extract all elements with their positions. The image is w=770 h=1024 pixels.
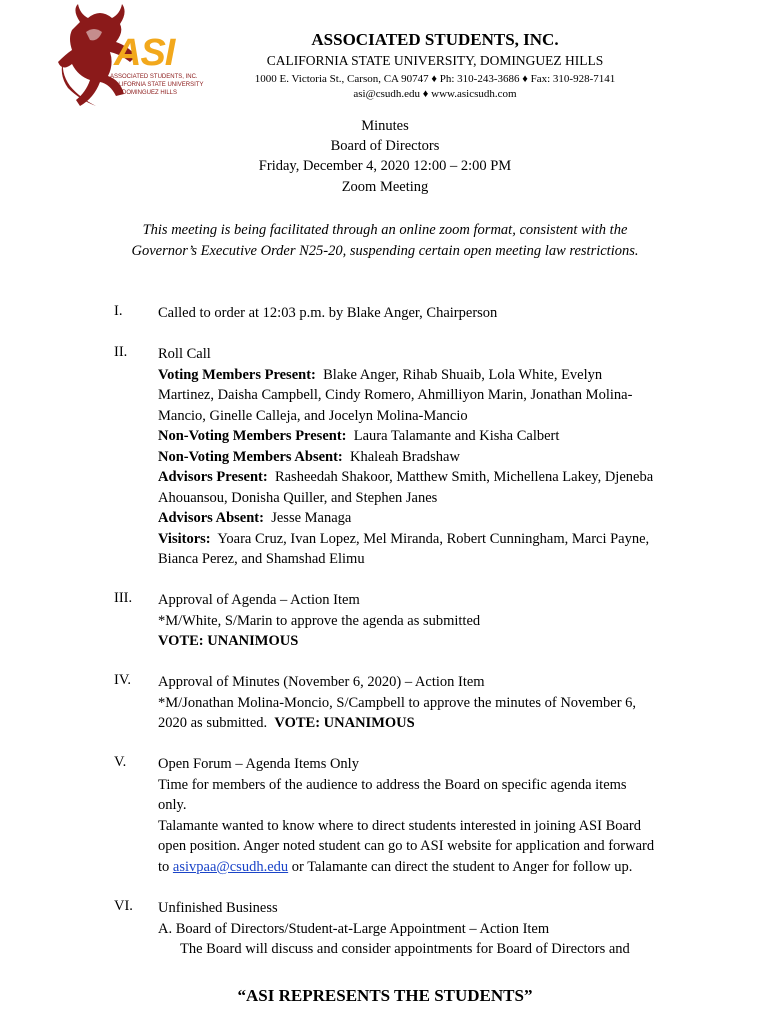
nonvoting-present-label: Non-Voting Members Present — [158, 428, 342, 444]
item-number: IV. — [114, 672, 132, 688]
minutes-heading: Approval of Minutes (November 6, 2020) – Action Item — [158, 674, 485, 690]
zoom-note-line-1: This meeting is being facilitated through an online zoom format, consistent with the — [142, 222, 628, 238]
item-roll-call: Roll Call Voting Members Present: Blake Anger, Rihab Shuaib, Lola White, Evelyn Martinez, Daisha Campbell, Cindy Romero, Ahmilliyon Marin, Jonathan Molina- Mancio, Ginelle Calleja, and Jocelyn Molina-Mancio Non-Voting Members Present: Laura Talamante and Kisha Calbert Non-Voting Members Absent: Khaleah Bradshaw Advisors Present: Rasheedah Shakoor, Matthew Smith, Michellena Lakey, Djeneba Ahouansou, Donisha Quiller, and Stephen Janes Advisors Absent: Jesse Managa Visitors: Yoara Cruz, Ivan Lopez, Mel Miranda, Robert Cunningham, Marci Payne, Bianca Perez, and Shamshad Elimu — [158, 344, 698, 570]
nonvoting-absent-label: Non-Voting Members Absent — [158, 448, 338, 465]
advisors-present-label: Advisors Present — [158, 469, 263, 485]
voting-present-names: Blake Anger, Rihab Shuaib, Lola White, Evelyn — [323, 366, 603, 383]
org-address: 1000 E. Victoria St., Carson, CA 90747 ♦ Ph: 310-243-3686 ♦ Fax: 310-928-7141 — [254, 73, 616, 85]
nonvoting-absent-names: Khaleah Bradshaw — [350, 448, 460, 465]
logo-subtext-2: CALIFORNIA STATE UNIVERSITY — [110, 82, 204, 88]
agenda-motion: *M/White, S/Marin to approve the agenda as submitted — [158, 612, 481, 629]
item-approval-minutes — [158, 672, 698, 734]
logo-wordmark: ASI — [114, 32, 175, 74]
unfinished-sub-a: A. Board of Directors/Student-at-Large Appointment – Action Item — [158, 920, 550, 937]
zoom-note-line-2: Governor’s Executive Order N25-20, suspending certain open meeting law restrictions. — [131, 243, 639, 259]
nonvoting-present-names: Laura Talamante and Kisha Calbert — [353, 428, 560, 444]
item-open-forum — [158, 754, 698, 877]
university-name: CALIFORNIA STATE UNIVERSITY, DOMINGUEZ HILLS — [266, 53, 604, 68]
item-unfinished-business — [158, 898, 698, 960]
meeting-location: Zoom Meeting — [341, 179, 429, 195]
advisors-absent-label: Advisors Absent — [158, 510, 260, 526]
logo-subtext-1: ASSOCIATED STUDENTS, INC. — [110, 74, 198, 80]
agenda-vote: VOTE: UNANIMOUS — [158, 633, 299, 649]
item-approval-agenda — [158, 590, 698, 652]
forum-discussion-to: to — [158, 858, 170, 875]
zoom-note — [100, 220, 670, 262]
minutes-motion-cont: 2020 as submitted. — [158, 715, 268, 731]
org-title: ASSOCIATED STUDENTS, INC. — [311, 30, 559, 49]
forum-description: Time for members of the audience to address the Board on specific agenda items — [158, 776, 627, 793]
forum-discussion-end: or Talamante can direct the student to Anger for follow up. — [291, 858, 633, 875]
roll-call-heading: Roll Call — [158, 346, 211, 362]
forum-description-cont: only. — [158, 797, 187, 813]
advisors-absent-names: Jesse Managa — [271, 510, 352, 526]
doc-type: Minutes — [361, 118, 409, 134]
meeting-body: Board of Directors — [330, 138, 440, 154]
visitors-label: Visitors — [158, 530, 206, 547]
item-number: VI. — [114, 898, 133, 914]
org-contact: asi@csudh.edu ♦ www.asicsudh.com — [353, 88, 517, 100]
forum-discussion: Talamante wanted to know where to direct students interested in joining ASI Board — [158, 817, 642, 834]
advisors-present-names-cont: Ahouansou, Donisha Quiller, and Stephen Janes — [158, 489, 438, 506]
forum-discussion-cont: open position. Anger noted student can go to ASI website for application and forward — [158, 838, 655, 854]
voting-present-names-cont: Martinez, Daisha Campbell, Cindy Romero, Ahmilliyon Marin, Jonathan Molina- — [158, 387, 633, 403]
voting-present-label: Voting Members Present — [158, 366, 312, 383]
item-call-to-order: Called to order at 12:03 p.m. by Blake Anger, Chairperson — [158, 305, 498, 321]
email-link[interactable]: asivpaa@csudh.edu — [172, 858, 289, 875]
unfinished-heading: Unfinished Business — [158, 900, 278, 916]
item-number: III. — [114, 590, 133, 606]
minutes-vote: VOTE: UNANIMOUS — [274, 715, 415, 731]
advisors-present-names: Rasheedah Shakoor, Matthew Smith, Michellena Lakey, Djeneba — [274, 469, 654, 485]
visitors-names-cont: Bianca Perez, and Shamshad Elimu — [158, 551, 365, 567]
logo-subtext-3: DOMINGUEZ HILLS — [122, 90, 178, 96]
unfinished-sub-a-text: The Board will discuss and consider appointments for Board of Directors and — [180, 941, 630, 957]
forum-heading: Open Forum – Agenda Items Only — [158, 756, 359, 772]
footer-slogan: “ASI REPRESENTS THE STUDENTS” — [237, 986, 533, 1005]
item-number: II. — [114, 344, 128, 360]
agenda-heading: Approval of Agenda – Action Item — [158, 592, 360, 608]
visitors-names: Yoara Cruz, Ivan Lopez, Mel Miranda, Robert Cunningham, Marci Payne, — [217, 530, 650, 547]
meeting-datetime: Friday, December 4, 2020 12:00 – 2:00 PM — [258, 158, 512, 174]
item-number: V. — [114, 754, 127, 770]
voting-present-names-cont: Mancio, Ginelle Calleja, and Jocelyn Molina-Mancio — [158, 407, 468, 424]
minutes-motion: *M/Jonathan Molina-Moncio, S/Campbell to approve the minutes of November 6, — [158, 694, 637, 711]
item-number: I. — [114, 303, 123, 319]
